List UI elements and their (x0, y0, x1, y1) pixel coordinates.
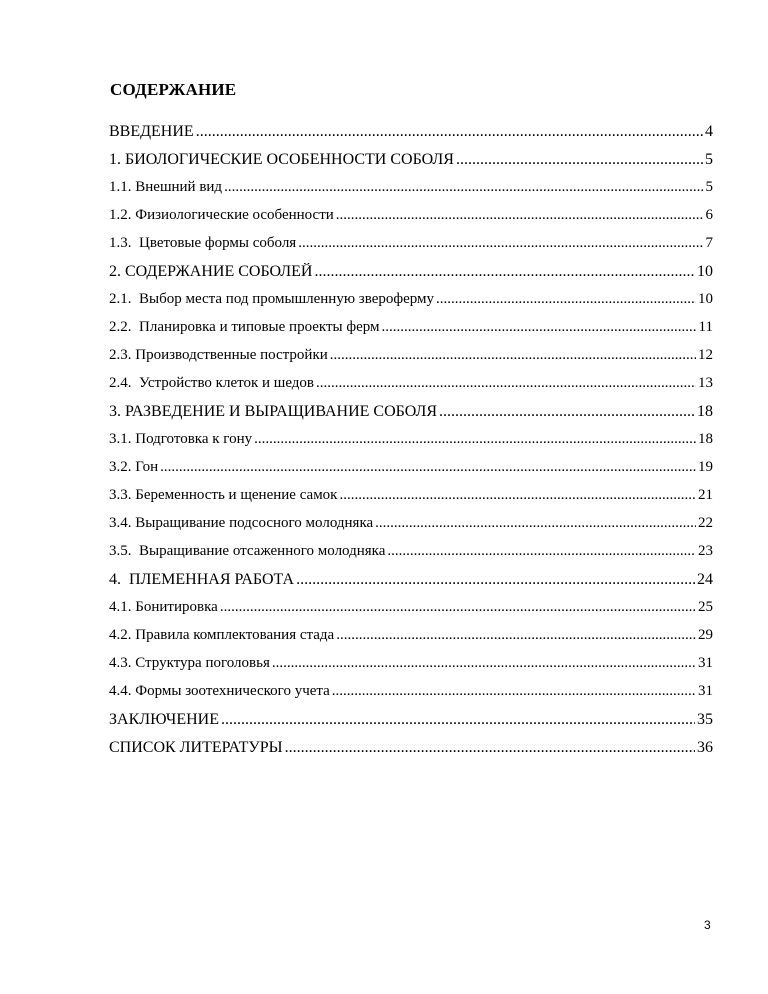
toc-entry-text: 2.3. Производственные постройки (109, 347, 328, 363)
toc-entry[interactable] (109, 739, 713, 767)
toc-entry-text: 1.2. Физиологические особенности (109, 207, 334, 223)
toc-entry-page: 18 (698, 431, 713, 447)
toc-leader-dots (221, 711, 695, 729)
toc-entry-text: СПИСОК ЛИТЕРАТУРЫ (109, 739, 283, 756)
toc-entry[interactable] (109, 207, 713, 235)
toc-entry[interactable] (109, 515, 713, 543)
toc-leader-dots (336, 627, 696, 644)
toc-entry-text: 4. ПЛЕМЕННАЯ РАБОТА (109, 571, 295, 588)
toc-leader-dots (224, 179, 703, 196)
toc-entry[interactable] (109, 123, 713, 151)
toc-entry-page: 5 (705, 179, 713, 195)
toc-entry[interactable] (109, 543, 713, 571)
toc-entry-text: 3.3. Беременность и щенение самок (109, 487, 338, 503)
toc-entry-page: 36 (697, 739, 713, 756)
toc-entry-page: 31 (698, 655, 713, 671)
toc-entry-page: 10 (697, 263, 713, 280)
toc-entry[interactable] (109, 599, 713, 627)
toc-entry[interactable] (109, 179, 713, 207)
toc-title: СОДЕРЖАНИЕ (110, 80, 237, 99)
toc-entry-page: 19 (698, 459, 713, 475)
toc-entry-page: 24 (697, 571, 713, 588)
toc-entry-text: 1. БИОЛОГИЧЕСКИЕ ОСОБЕННОСТИ СОБОЛЯ (109, 151, 454, 168)
toc-leader-dots (339, 487, 696, 504)
toc-entry-text: 3.5. Выращивание отсаженного молодняка (109, 543, 386, 559)
toc-entry-text: ВВЕДЕНИЕ (109, 123, 194, 140)
toc-entry-text: 4.4. Формы зоотехнического учета (109, 683, 330, 699)
toc-entry-page: 21 (698, 487, 713, 503)
toc-entry-page: 5 (705, 151, 713, 168)
toc-entry[interactable] (109, 347, 713, 375)
toc-leader-dots (330, 347, 696, 364)
toc-entry-text: 2. СОДЕРЖАНИЕ СОБОЛЕЙ (109, 263, 313, 280)
page-number: 3 (704, 918, 711, 932)
toc-entry[interactable] (109, 711, 713, 739)
toc-entry[interactable] (109, 431, 713, 459)
toc-entry[interactable] (109, 151, 713, 179)
toc-entry-page: 18 (697, 403, 713, 420)
toc-entry[interactable] (109, 627, 713, 655)
toc-entry[interactable] (109, 655, 713, 683)
toc-entry-text: 3. РАЗВЕДЕНИЕ И ВЫРАЩИВАНИЕ СОБОЛЯ (109, 403, 438, 420)
toc-leader-dots (314, 263, 695, 281)
toc-entry-page: 6 (705, 207, 713, 223)
toc-entry[interactable] (109, 235, 713, 263)
toc-leader-dots (332, 683, 696, 700)
toc-entry-text: 4.2. Правила комплектования стада (109, 627, 335, 643)
toc-entry-page: 23 (698, 543, 713, 559)
toc-leader-dots (220, 599, 696, 616)
toc-entry-text: 4.1. Бонитировка (109, 599, 218, 615)
toc-entry-page: 31 (698, 683, 713, 699)
toc-leader-dots (336, 207, 704, 224)
toc-entry[interactable] (109, 263, 713, 291)
toc-leader-dots (296, 571, 695, 589)
toc-leader-dots (196, 123, 703, 141)
toc-entry-text: 4.3. Структура поголовья (109, 655, 270, 671)
toc-leader-dots (316, 375, 696, 392)
toc-entry-text: 2.1. Выбор места под промышленную звероферму (109, 291, 435, 307)
toc-entry-page: 12 (698, 347, 713, 363)
toc-entry[interactable] (109, 487, 713, 515)
toc-leader-dots (382, 319, 697, 336)
toc-entry[interactable] (109, 319, 713, 347)
toc-entry-text: 3.2. Гон (109, 459, 159, 475)
toc-entry[interactable] (109, 291, 713, 319)
toc-entry-text: 3.1. Подготовка к гону (109, 431, 253, 447)
toc-entry-text: 2.4. Устройство клеток и шедов (109, 375, 315, 391)
toc-entry-page: 10 (698, 291, 713, 307)
toc-entry[interactable] (109, 459, 713, 487)
toc-leader-dots (375, 515, 696, 532)
toc-entry-page: 4 (705, 123, 713, 140)
toc-leader-dots (285, 739, 695, 757)
toc-entry-text: 2.2. Планировка и типовые проекты ферм (109, 319, 380, 335)
toc-leader-dots (436, 291, 696, 308)
toc-entry-text: 3.4. Выращивание подсосного молодняка (109, 515, 374, 531)
toc-entry-page: 7 (705, 235, 713, 251)
toc-entry[interactable] (109, 403, 713, 431)
toc-entry[interactable] (109, 375, 713, 403)
toc-leader-dots (272, 655, 696, 672)
toc-leader-dots (439, 403, 695, 421)
toc-leader-dots (387, 543, 696, 560)
toc-leader-dots (254, 431, 696, 448)
toc-entry-page: 29 (698, 627, 713, 643)
toc-leader-dots (160, 459, 696, 476)
toc-entry-page: 35 (697, 711, 713, 728)
toc-entry-page: 13 (698, 375, 713, 391)
toc-entry-text: ЗАКЛЮЧЕНИЕ (109, 711, 219, 728)
toc-entry[interactable] (109, 571, 713, 599)
toc-entry-page: 22 (698, 515, 713, 531)
toc-entry-page: 25 (698, 599, 713, 615)
toc-leader-dots (456, 151, 703, 169)
toc-entry[interactable] (109, 683, 713, 711)
toc-entry-page: 11 (698, 319, 713, 335)
toc-entry-text: 1.3. Цветовые формы соболя (109, 235, 297, 251)
toc-entry-text: 1.1. Внешний вид (109, 179, 223, 195)
toc-list (109, 123, 713, 767)
toc-leader-dots (298, 235, 703, 252)
